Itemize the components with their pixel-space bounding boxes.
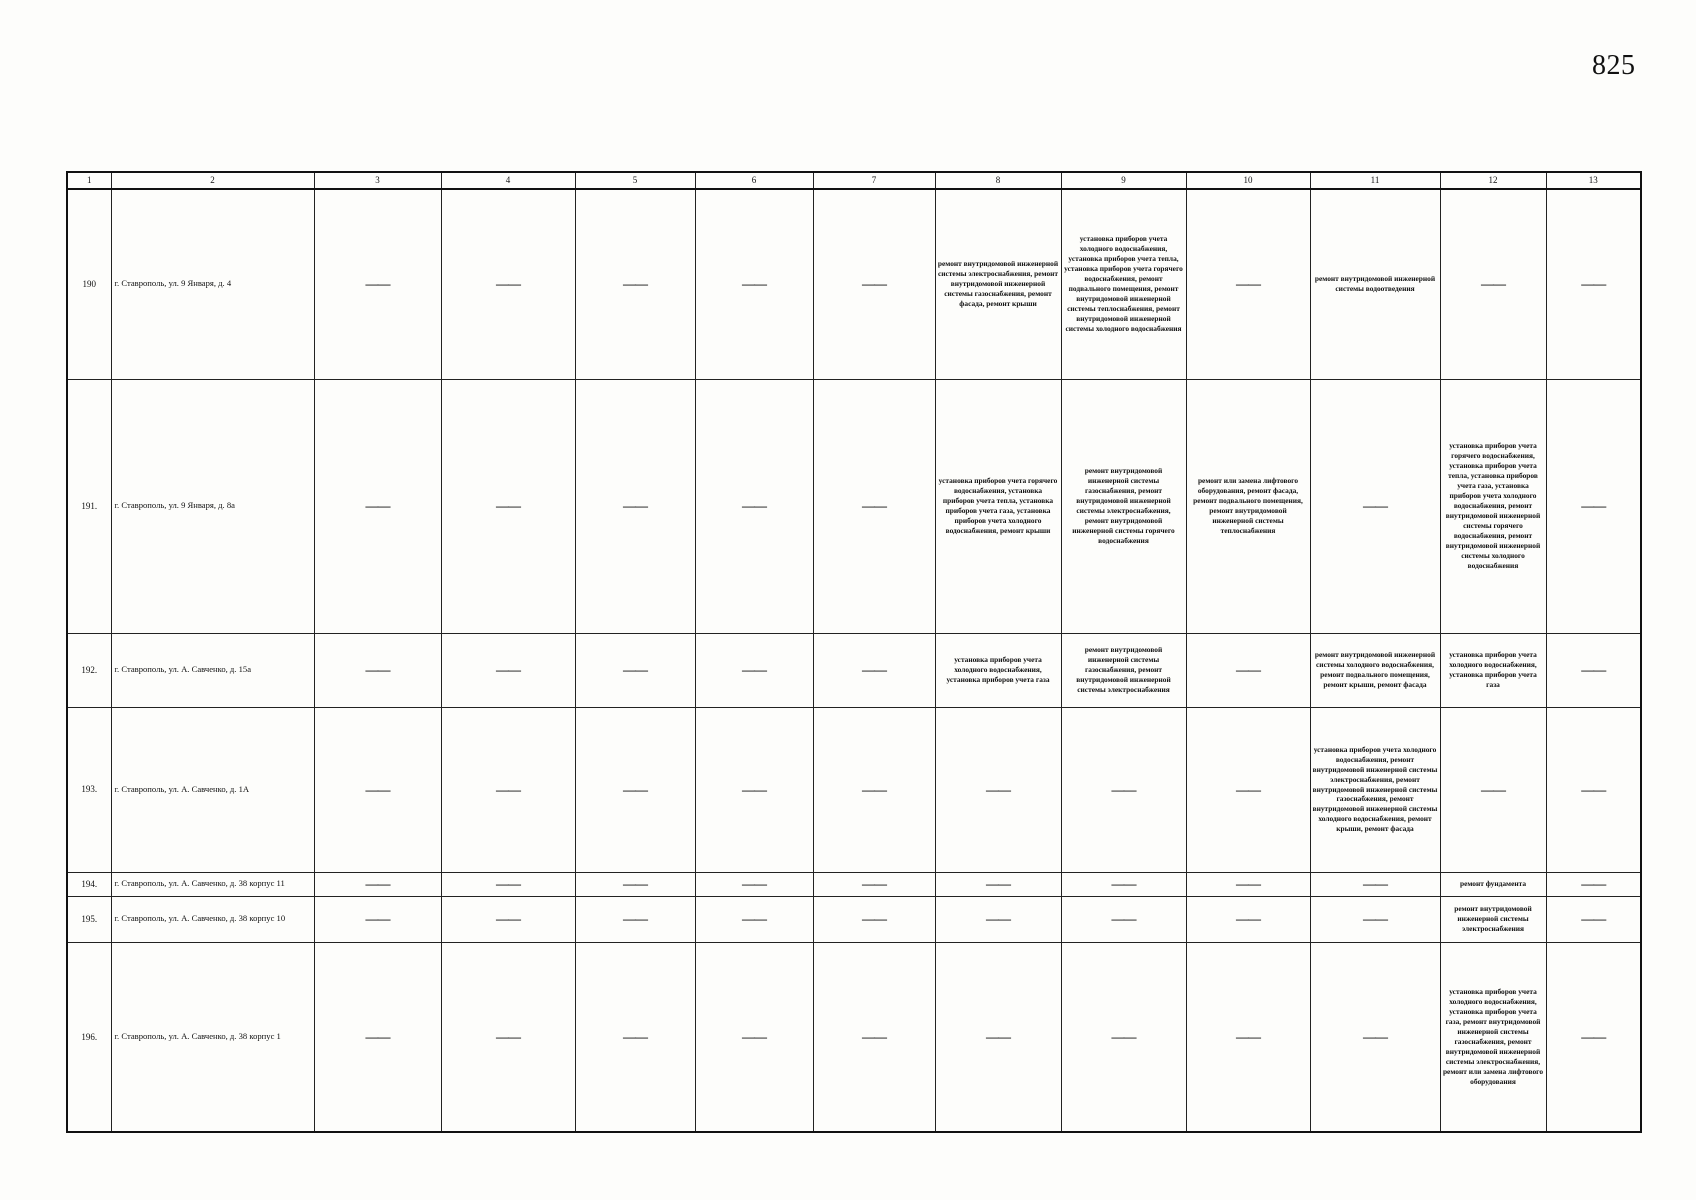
column-number: 4 [441,172,575,189]
empty-dash-cell: —— [1310,896,1440,942]
empty-dash-cell: —— [314,633,441,707]
column-number: 5 [575,172,695,189]
empty-dash-cell: —— [575,707,695,872]
table-row [67,189,1641,379]
empty-dash-cell: —— [1186,707,1310,872]
column-number: 6 [695,172,813,189]
empty-dash-cell: —— [935,896,1061,942]
column-number-row [67,172,1641,189]
empty-dash-cell: —— [695,896,813,942]
page-number: 825 [1592,50,1636,81]
empty-dash-cell: —— [1061,942,1186,1132]
empty-dash-cell: —— [1061,872,1186,896]
empty-dash-cell: —— [441,942,575,1132]
row-number: 195. [67,896,111,942]
empty-dash-cell: —— [695,379,813,633]
empty-dash-cell: —— [695,942,813,1132]
empty-dash-cell: —— [813,633,935,707]
empty-dash-cell: —— [813,707,935,872]
address-cell: г. Ставрополь, ул. А. Савченко, д. 38 корпус 10 [111,896,314,942]
empty-dash-cell: —— [695,872,813,896]
column-number: 2 [111,172,314,189]
empty-dash-cell: —— [1186,872,1310,896]
table-row [67,633,1641,707]
empty-dash-cell: —— [575,942,695,1132]
address-cell: г. Ставрополь, ул. А. Савченко, д. 38 корпус 11 [111,872,314,896]
empty-dash-cell: —— [813,896,935,942]
empty-dash-cell: —— [813,379,935,633]
address-cell: г. Ставрополь, ул. 9 Января, д. 4 [111,189,314,379]
column-number: 13 [1546,172,1641,189]
empty-dash-cell: —— [935,872,1061,896]
empty-dash-cell: —— [314,896,441,942]
empty-dash-cell: —— [1061,707,1186,872]
column-number: 11 [1310,172,1440,189]
row-number: 191. [67,379,111,633]
address-cell: г. Ставрополь, ул. А. Савченко, д. 15а [111,633,314,707]
empty-dash-cell: —— [1546,379,1641,633]
empty-dash-cell: —— [1061,896,1186,942]
work-description-cell: ремонт фундамента [1440,872,1546,896]
empty-dash-cell: —— [935,707,1061,872]
work-description-cell: установка приборов учета холодного водоснабжения, установка приборов учета газа [1440,633,1546,707]
address-cell: г. Ставрополь, ул. А. Савченко, д. 1А [111,707,314,872]
empty-dash-cell: —— [1546,707,1641,872]
empty-dash-cell: —— [1186,896,1310,942]
empty-dash-cell: —— [314,872,441,896]
empty-dash-cell: —— [314,707,441,872]
work-description-cell: ремонт внутридомовой инженерной системы газоснабжения, ремонт внутридомовой инженерной системы электроснабжения [1061,633,1186,707]
table-row [67,896,1641,942]
empty-dash-cell: —— [314,189,441,379]
row-number: 196. [67,942,111,1132]
work-description-cell: установка приборов учета холодного водоснабжения, установка приборов учета газа, ремонт внутридомовой инженерной системы газоснабжения, ремонт внутридомовой инженерной системы электроснабжения, ремонт или замена лифтового оборудования [1440,942,1546,1132]
empty-dash-cell: —— [1440,189,1546,379]
empty-dash-cell: —— [441,872,575,896]
empty-dash-cell: —— [575,379,695,633]
empty-dash-cell: —— [441,379,575,633]
work-description-cell: ремонт внутридомовой инженерной системы водоотведения [1310,189,1440,379]
table-row [67,942,1641,1132]
row-number: 190 [67,189,111,379]
empty-dash-cell: —— [695,189,813,379]
empty-dash-cell: —— [1440,707,1546,872]
table-row [67,379,1641,633]
empty-dash-cell: —— [1546,189,1641,379]
empty-dash-cell: —— [441,633,575,707]
empty-dash-cell: —— [813,942,935,1132]
work-description-cell: ремонт внутридомовой инженерной системы холодного водоснабжения, ремонт подвального помещения, ремонт крыши, ремонт фасада [1310,633,1440,707]
empty-dash-cell: —— [575,896,695,942]
column-number: 12 [1440,172,1546,189]
row-number: 192. [67,633,111,707]
empty-dash-cell: —— [813,189,935,379]
work-description-cell: ремонт внутридомовой инженерной системы электроснабжения [1440,896,1546,942]
column-number: 3 [314,172,441,189]
empty-dash-cell: —— [1186,942,1310,1132]
column-number: 7 [813,172,935,189]
empty-dash-cell: —— [575,189,695,379]
empty-dash-cell: —— [813,872,935,896]
row-number: 194. [67,872,111,896]
repair-schedule-table [66,171,1642,1133]
column-number: 8 [935,172,1061,189]
work-description-cell: установка приборов учета холодного водоснабжения, установка приборов учета тепла, установка приборов учета горячего водоснабжения, ремонт подвального помещения, ремонт внутридомовой инженерной системы теплоснабжения, ремонт внутридомовой инженерной системы холодного водоснабжения [1061,189,1186,379]
empty-dash-cell: —— [695,707,813,872]
work-description-cell: ремонт внутридомовой инженерной системы газоснабжения, ремонт внутридомовой инженерной системы электроснабжения, ремонт внутридомовой инженерной системы горячего водоснабжения [1061,379,1186,633]
table-row [67,872,1641,896]
empty-dash-cell: —— [1546,896,1641,942]
empty-dash-cell: —— [575,633,695,707]
table-row [67,707,1641,872]
empty-dash-cell: —— [441,707,575,872]
address-cell: г. Ставрополь, ул. А. Савченко, д. 38 корпус 1 [111,942,314,1132]
empty-dash-cell: —— [1186,633,1310,707]
empty-dash-cell: —— [575,872,695,896]
work-description-cell: установка приборов учета холодного водоснабжения, установка приборов учета газа [935,633,1061,707]
column-number: 9 [1061,172,1186,189]
empty-dash-cell: —— [1546,633,1641,707]
empty-dash-cell: —— [1310,942,1440,1132]
empty-dash-cell: —— [1186,189,1310,379]
empty-dash-cell: —— [1310,379,1440,633]
empty-dash-cell: —— [1546,872,1641,896]
empty-dash-cell: —— [1310,872,1440,896]
column-number: 10 [1186,172,1310,189]
empty-dash-cell: —— [314,379,441,633]
work-description-cell: установка приборов учета холодного водоснабжения, ремонт внутридомовой инженерной системы электроснабжения, ремонт внутридомовой инженерной системы газоснабжения, ремонт внутридомовой инженерной системы холодного водоснабжения, ремонт крыши, ремонт фасада [1310,707,1440,872]
empty-dash-cell: —— [1546,942,1641,1132]
work-description-cell: установка приборов учета горячего водоснабжения, установка приборов учета тепла, установка приборов учета газа, установка приборов учета холодного водоснабжения, ремонт внутридомовой инженерной системы горячего водоснабжения, ремонт внутридомовой инженерной системы холодного водоснабжения [1440,379,1546,633]
empty-dash-cell: —— [314,942,441,1132]
work-description-cell: ремонт внутридомовой инженерной системы электроснабжения, ремонт внутридомовой инженерной системы газоснабжения, ремонт фасада, ремонт крыши [935,189,1061,379]
empty-dash-cell: —— [695,633,813,707]
row-number: 193. [67,707,111,872]
work-description-cell: установка приборов учета горячего водоснабжения, установка приборов учета тепла, установка приборов учета газа, установка приборов учета холодного водоснабжения, ремонт крыши [935,379,1061,633]
column-number: 1 [67,172,111,189]
empty-dash-cell: —— [441,189,575,379]
empty-dash-cell: —— [441,896,575,942]
work-description-cell: ремонт или замена лифтового оборудования, ремонт фасада, ремонт подвального помещения, ремонт внутридомовой инженерной системы теплоснабжения [1186,379,1310,633]
address-cell: г. Ставрополь, ул. 9 Января, д. 8а [111,379,314,633]
empty-dash-cell: —— [935,942,1061,1132]
